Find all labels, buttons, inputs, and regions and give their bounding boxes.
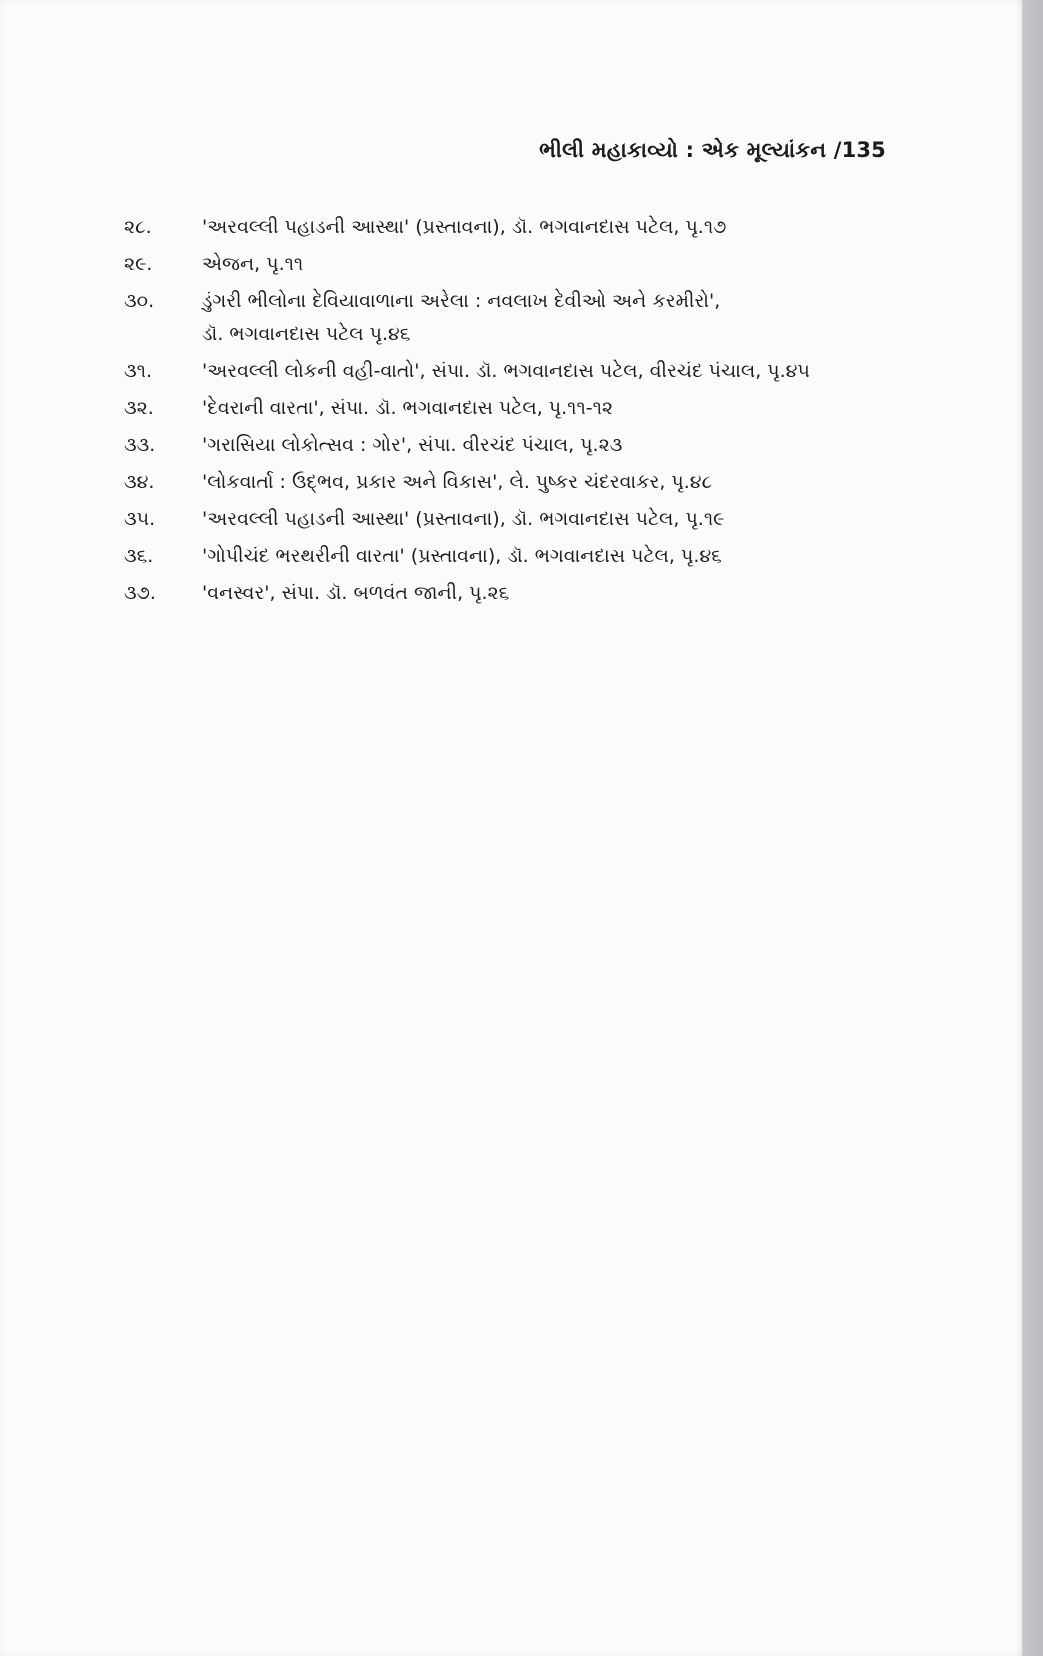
endnote-number: ૩૨. xyxy=(124,397,154,419)
endnote-number: ૨૯. xyxy=(124,253,153,275)
endnote-item xyxy=(124,466,914,499)
endnote-text: 'ગોપીચંદ ભરથરીની વારતા' (પ્રસ્તાવના), ડૉ. ભગવાનદાસ પટેલ, પૃ.૪૬ xyxy=(202,545,722,567)
endnote-text: 'ગરાસિયા લોકોત્સવ : ગોર', સંપા. વીરચંદ પંચાલ, પૃ.૨૩ xyxy=(202,434,623,456)
endnote-item xyxy=(124,429,914,462)
endnote-number: ૩૩. xyxy=(124,434,156,456)
endnote-text: 'અરવલ્લી લોકની વહી-વાતો', સંપા. ડૉ. ભગવાનદાસ પટેલ, વીરચંદ પંચાલ, પૃ.૪૫ xyxy=(202,360,810,382)
endnote-number: ૩૫. xyxy=(124,508,156,530)
endnote-text: 'અરવલ્લી પહાડની આસ્થા' (પ્રસ્તાવના), ડૉ. ભગવાનદાસ પટેલ, પૃ.૧૭ xyxy=(202,216,727,238)
endnote-item xyxy=(124,248,914,281)
endnote-text: 'વનસ્વર', સંપા. ડૉ. બળવંત જાની, પૃ.૨૬ xyxy=(202,582,510,604)
page-edge xyxy=(1022,0,1043,1656)
endnote-item xyxy=(124,392,914,425)
endnote-number: ૩૬. xyxy=(124,545,154,567)
endnote-text-block xyxy=(202,285,914,351)
endnote-number: ૩૧. xyxy=(124,360,153,382)
endnote-item xyxy=(124,577,914,610)
endnote-text-continuation: ડૉ. ભગવાનદાસ પટેલ પૃ.૪૬ xyxy=(202,323,411,345)
endnote-item xyxy=(124,503,914,536)
endnote-text: ડુંગરી ભીલોના દેવિયાવાળાના અરેલા : નવલાખ દેવીઓ અને કરમીરો', xyxy=(202,290,721,312)
endnote-text: 'લોકવાર્તા : ઉદ્ભવ, પ્રકાર અને વિકાસ', લે. પુષ્કર ચંદરવાકર, પૃ.૪૮ xyxy=(202,471,713,493)
endnote-number: ૨૮. xyxy=(124,216,152,238)
endnote-item xyxy=(124,285,914,351)
endnote-text: 'દેવરાની વારતા', સંપા. ડૉ. ભગવાનદાસ પટેલ, પૃ.૧૧-૧૨ xyxy=(202,397,614,419)
running-head: ભીલી મહાકાવ્યો : એક મૂલ્યાંકન /135 xyxy=(539,138,886,162)
endnote-item xyxy=(124,211,914,244)
endnote-number: ૩૪. xyxy=(124,471,155,493)
endnote-number: ૩૦. xyxy=(124,290,155,312)
endnote-text: 'અરવલ્લી પહાડની આસ્થા' (પ્રસ્તાવના), ડૉ. ભગવાનદાસ પટેલ, પૃ.૧૯ xyxy=(202,508,725,530)
endnote-text: એજન, પૃ.૧૧ xyxy=(202,253,304,275)
endnotes-list xyxy=(124,211,914,614)
endnote-item xyxy=(124,355,914,388)
endnote-number: ૩૭. xyxy=(124,582,156,604)
endnote-item xyxy=(124,540,914,573)
